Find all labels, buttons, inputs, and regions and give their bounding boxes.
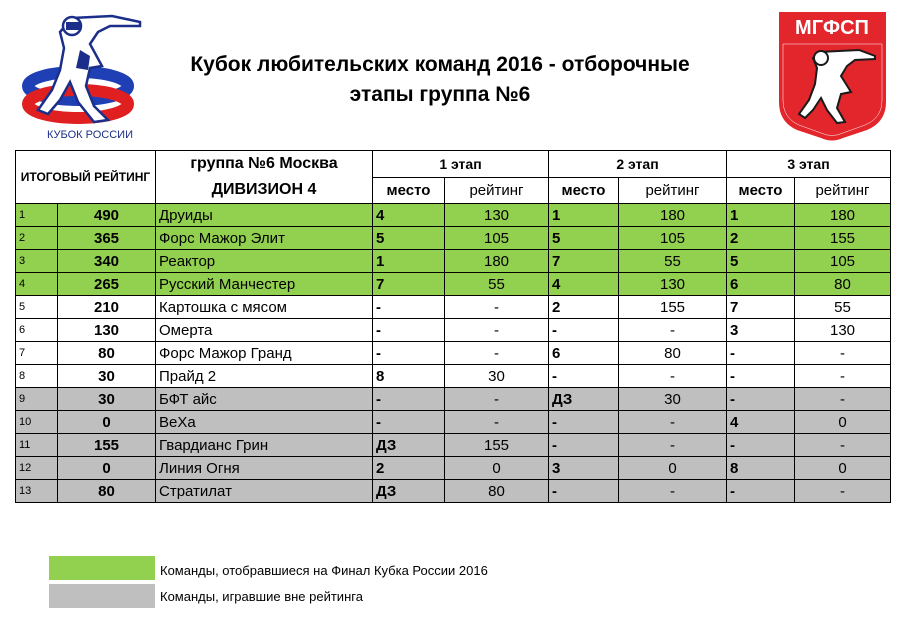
- team-name: Русский Манчестер: [156, 273, 373, 296]
- team-name: Форс Мажор Элит: [156, 227, 373, 250]
- total-rating: 30: [58, 365, 156, 388]
- stage-3-place: 7: [727, 296, 795, 319]
- stage-3-score: 105: [795, 250, 891, 273]
- team-name: БФТ айс: [156, 388, 373, 411]
- stage-3-place: -: [727, 434, 795, 457]
- table-row: [16, 388, 891, 411]
- stage-1-score: 130: [445, 204, 549, 227]
- legend-text-qualified: Команды, отобравшиеся на Финал Кубка России 2016: [160, 563, 488, 578]
- stage-1-header: 1 этап: [373, 151, 549, 178]
- table-row: [16, 319, 891, 342]
- stage-1-score: -: [445, 342, 549, 365]
- stage-2-score: -: [619, 434, 727, 457]
- row-index: 6: [16, 319, 58, 342]
- team-name: ВеХа: [156, 411, 373, 434]
- stage-1-score: 0: [445, 457, 549, 480]
- total-rating: 365: [58, 227, 156, 250]
- stage-1-score: -: [445, 296, 549, 319]
- table-row: [16, 273, 891, 296]
- page-title: [140, 50, 740, 110]
- stage-2-place: 3: [549, 457, 619, 480]
- total-rating: 30: [58, 388, 156, 411]
- stage-1-score: -: [445, 388, 549, 411]
- total-rating: 210: [58, 296, 156, 319]
- stage-2-score: -: [619, 480, 727, 503]
- team-name: Гвардианс Грин: [156, 434, 373, 457]
- stage-2-place: ДЗ: [549, 388, 619, 411]
- total-rating-header: ИТОГОВЫЙ РЕЙТИНГ: [16, 151, 156, 204]
- stage-1-score: -: [445, 411, 549, 434]
- stage-2-place-header: место: [549, 177, 619, 204]
- stage-2-place: 6: [549, 342, 619, 365]
- group-header-line-1: группа №6 Москва: [190, 155, 338, 172]
- row-index: 13: [16, 480, 58, 503]
- stage-2-score: 155: [619, 296, 727, 319]
- table-row: [16, 342, 891, 365]
- stage-3-header: 3 этап: [727, 151, 891, 178]
- total-rating: 265: [58, 273, 156, 296]
- table-row: [16, 296, 891, 319]
- stage-2-score: 80: [619, 342, 727, 365]
- stage-3-place: 1: [727, 204, 795, 227]
- title-line-1: Кубок любительских команд 2016 - отборочные: [190, 53, 690, 76]
- total-rating: 490: [58, 204, 156, 227]
- stage-2-place: -: [549, 365, 619, 388]
- table-row: [16, 204, 891, 227]
- row-index: 1: [16, 204, 58, 227]
- stage-1-score-header: рейтинг: [445, 177, 549, 204]
- stage-2-place: -: [549, 411, 619, 434]
- stage-2-place: 7: [549, 250, 619, 273]
- stage-1-place: 7: [373, 273, 445, 296]
- row-index: 8: [16, 365, 58, 388]
- stage-2-score: -: [619, 365, 727, 388]
- stage-3-score: 130: [795, 319, 891, 342]
- svg-text:КУБОК РОССИИ: КУБОК РОССИИ: [47, 129, 133, 141]
- total-rating: 80: [58, 480, 156, 503]
- stage-1-score: 30: [445, 365, 549, 388]
- title-line-2: этапы группа №6: [349, 83, 531, 106]
- stage-3-place-header: место: [727, 177, 795, 204]
- stage-2-score: 105: [619, 227, 727, 250]
- stage-1-place: -: [373, 342, 445, 365]
- stage-3-score: 180: [795, 204, 891, 227]
- team-name: Линия Огня: [156, 457, 373, 480]
- stage-2-score: 0: [619, 457, 727, 480]
- rating-table: [15, 150, 891, 503]
- stage-3-place: 8: [727, 457, 795, 480]
- stage-3-score-header: рейтинг: [795, 177, 891, 204]
- stage-1-score: 105: [445, 227, 549, 250]
- kubok-rossii-logo: [20, 10, 160, 145]
- table-row: [16, 250, 891, 273]
- stage-3-place: 6: [727, 273, 795, 296]
- stage-2-score: 30: [619, 388, 727, 411]
- row-index: 5: [16, 296, 58, 319]
- stage-3-score: -: [795, 434, 891, 457]
- svg-text:МГФСП: МГФСП: [795, 17, 869, 39]
- stage-1-place: -: [373, 296, 445, 319]
- row-index: 11: [16, 434, 58, 457]
- stage-3-place: 4: [727, 411, 795, 434]
- stage-3-score: 55: [795, 296, 891, 319]
- row-index: 3: [16, 250, 58, 273]
- team-name: Картошка с мясом: [156, 296, 373, 319]
- team-name: Форс Мажор Гранд: [156, 342, 373, 365]
- group-header-line-2: ДИВИЗИОН 4: [211, 181, 317, 198]
- stage-3-place: 2: [727, 227, 795, 250]
- stage-2-place: -: [549, 319, 619, 342]
- stage-1-place: ДЗ: [373, 434, 445, 457]
- stage-1-score: 55: [445, 273, 549, 296]
- mgfsp-logo: [775, 10, 890, 145]
- team-name: Реактор: [156, 250, 373, 273]
- stage-2-score-header: рейтинг: [619, 177, 727, 204]
- stage-1-score: 155: [445, 434, 549, 457]
- group-header: [156, 151, 373, 204]
- stage-2-place: 2: [549, 296, 619, 319]
- shield-icon: [775, 10, 890, 145]
- stage-1-score: -: [445, 319, 549, 342]
- stage-3-score: 0: [795, 457, 891, 480]
- total-rating: 155: [58, 434, 156, 457]
- team-name: Омерта: [156, 319, 373, 342]
- table-row: [16, 457, 891, 480]
- total-rating: 130: [58, 319, 156, 342]
- stage-1-place: 5: [373, 227, 445, 250]
- stage-3-place: 3: [727, 319, 795, 342]
- legend-swatch-unrated: [49, 584, 155, 608]
- stage-1-place: 4: [373, 204, 445, 227]
- total-rating: 0: [58, 457, 156, 480]
- stage-2-header: 2 этап: [549, 151, 727, 178]
- legend-swatch-qualified: [49, 556, 155, 580]
- stage-3-place: -: [727, 388, 795, 411]
- stage-2-score: 130: [619, 273, 727, 296]
- paintball-player-icon: [20, 10, 160, 145]
- stage-3-place: -: [727, 480, 795, 503]
- stage-1-score: 180: [445, 250, 549, 273]
- table-row: [16, 365, 891, 388]
- stage-3-score: -: [795, 480, 891, 503]
- stage-3-place: -: [727, 365, 795, 388]
- total-rating: 0: [58, 411, 156, 434]
- stage-2-place: 5: [549, 227, 619, 250]
- table-row: [16, 411, 891, 434]
- stage-1-place: -: [373, 319, 445, 342]
- total-rating: 340: [58, 250, 156, 273]
- stage-2-score: -: [619, 411, 727, 434]
- stage-2-place: 1: [549, 204, 619, 227]
- total-rating: 80: [58, 342, 156, 365]
- stage-1-place: 8: [373, 365, 445, 388]
- stage-3-score: 80: [795, 273, 891, 296]
- stage-2-score: -: [619, 319, 727, 342]
- stage-3-score: 155: [795, 227, 891, 250]
- row-index: 2: [16, 227, 58, 250]
- stage-3-score: -: [795, 388, 891, 411]
- row-index: 10: [16, 411, 58, 434]
- stage-3-score: -: [795, 365, 891, 388]
- stage-1-place: ДЗ: [373, 480, 445, 503]
- row-index: 9: [16, 388, 58, 411]
- stage-2-score: 180: [619, 204, 727, 227]
- stage-1-place: 1: [373, 250, 445, 273]
- stage-2-score: 55: [619, 250, 727, 273]
- row-index: 7: [16, 342, 58, 365]
- stage-3-place: -: [727, 342, 795, 365]
- stage-3-score: 0: [795, 411, 891, 434]
- stage-1-score: 80: [445, 480, 549, 503]
- stage-1-place-header: место: [373, 177, 445, 204]
- stage-2-place: -: [549, 434, 619, 457]
- row-index: 12: [16, 457, 58, 480]
- table-row: [16, 480, 891, 503]
- table-row: [16, 227, 891, 250]
- stage-3-score: -: [795, 342, 891, 365]
- stage-3-place: 5: [727, 250, 795, 273]
- table-row: [16, 434, 891, 457]
- team-name: Стратилат: [156, 480, 373, 503]
- stage-1-place: -: [373, 411, 445, 434]
- row-index: 4: [16, 273, 58, 296]
- stage-2-place: -: [549, 480, 619, 503]
- stage-1-place: 2: [373, 457, 445, 480]
- team-name: Друиды: [156, 204, 373, 227]
- stage-2-place: 4: [549, 273, 619, 296]
- legend-text-unrated: Команды, игравшие вне рейтинга: [160, 589, 363, 604]
- stage-1-place: -: [373, 388, 445, 411]
- team-name: Прайд 2: [156, 365, 373, 388]
